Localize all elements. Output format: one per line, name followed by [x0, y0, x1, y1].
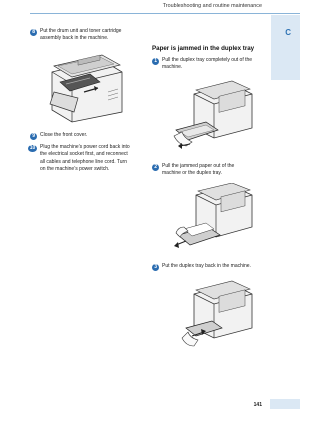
page-number-box — [270, 399, 300, 409]
page-number: 141 — [253, 402, 262, 408]
drum-unit-insert-illustration — [44, 52, 126, 124]
header-rule — [30, 13, 300, 14]
step-text: Put the drum unit and toner cartridge assembly back in the machine. — [40, 28, 122, 42]
step-text: Put the duplex tray back in the machine. — [162, 263, 251, 269]
chapter-tab — [271, 15, 300, 80]
step-text: Pull the duplex tray completely out of the machine. — [162, 57, 253, 71]
step-text: Close the front cover. — [40, 132, 88, 138]
step-text: Plug the machine’s power cord back into the electrical socket first, and reconnect all cables and telephone line cord. Turn on the machine’s power switch. — [40, 144, 130, 173]
duplex-tray-pull-out-illustration — [172, 80, 256, 152]
step-number: 10 — [29, 145, 36, 151]
step-number: 2 — [152, 164, 159, 171]
running-header: Troubleshooting and routine maintenance — [162, 3, 262, 9]
step-text: Pull the jammed paper out of the machine or the duplex tray. — [162, 163, 235, 177]
chapter-tab-letter: C — [285, 28, 291, 37]
section-heading: Paper is jammed in the duplex tray — [152, 45, 255, 52]
jammed-paper-removal-illustration — [172, 183, 256, 255]
step-number: 1 — [152, 58, 159, 65]
duplex-tray-reinsert-illustration — [172, 280, 256, 352]
step-number: 9 — [30, 133, 37, 140]
step-number: 3 — [152, 264, 159, 271]
step-number: 8 — [30, 29, 37, 36]
